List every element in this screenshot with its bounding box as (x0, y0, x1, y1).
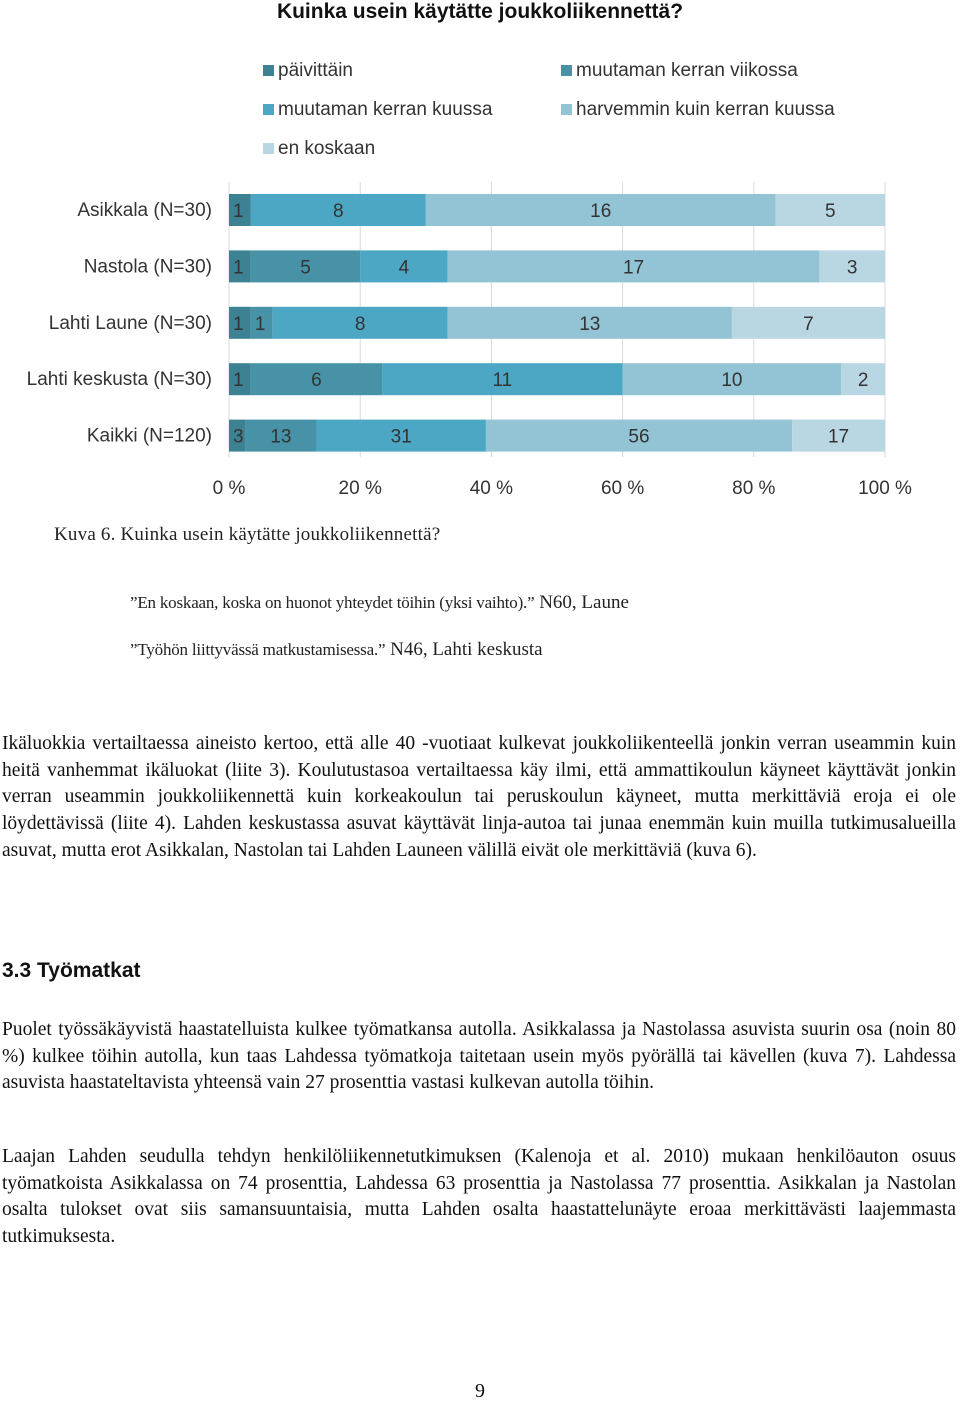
x-tick-label: 100 % (858, 478, 912, 499)
legend-label: päivittäin (278, 60, 353, 81)
quote-1 (130, 592, 629, 614)
legend-label: en koskaan (278, 138, 376, 159)
data-label: 5 (825, 201, 836, 222)
data-label: 6 (311, 370, 322, 392)
data-label: 1 (233, 313, 244, 335)
chart-title: Kuinka usein käytätte joukkoliikennettä? (276, 0, 684, 23)
data-label: 17 (827, 426, 850, 448)
category-label: Asikkala (N=30) (77, 200, 212, 221)
x-tick-label: 40 % (469, 478, 514, 499)
data-label: 1 (233, 257, 244, 279)
data-label: 31 (390, 426, 412, 448)
data-label: 3 (233, 426, 244, 448)
quote-2 (130, 639, 543, 661)
data-label: 1 (254, 313, 266, 335)
x-tick-label: 20 % (338, 478, 382, 499)
data-label: 3 (846, 257, 858, 279)
paragraph-age-comparison: Ikäluokkia vertailtaessa aineisto kertoo, että alle 40 -vuotiaat kulkevat joukkoliikenteellä jonkin verran useammin kuin heitä vanhemmat ikäluokat (liite 3). Koulutustasoa vertailtaessa käy ilmi, että ammattikoulun käyneet käyttävät jonkin verran useammin joukkoliikennettä kuin korkeakoulun tai peruskoulun käyneet, mutta merkittäviä eroja ei ole löydettävissä (liite 4). Lahden keskustassa asuvat käyttävät linja-autoa tai junaa enemmän kuin muilla tutkimusalueilla asuvat, mutta erot Asikkalan, Nastolan tai Lahden Launeen välillä eivät ole merkittäviä (kuva 6). (2, 733, 956, 861)
quote-source: N60, Laune (539, 592, 629, 613)
x-tick-label: 60 % (600, 478, 645, 499)
data-label: 1 (233, 370, 244, 392)
legend-label: muutaman kerran viikossa (576, 60, 798, 81)
quote-text: ”Työhön liittyvässä matkustamisessa.” (130, 640, 386, 659)
data-label: 4 (398, 257, 410, 279)
legend-swatch (561, 104, 572, 115)
legend-item-harvemmin (561, 98, 835, 122)
data-label: 10 (721, 370, 743, 392)
paragraph-commute: Puolet työssäkäyvistä haastatelluista kulkee työmatkansa autolla. Asikkalassa ja Nastolassa asuvista suurin osa (noin 80 %) kulkee töihin autolla, kun taas Lahdessa työmatkoja taitetaan usein myös pyörällä tai kävellen (kuva 7). Lahdessa asuvista haastateltavista yhteensä vain 27 prosenttia vastasi kulkevan autolla töihin. (2, 1019, 956, 1094)
data-label: 1 (233, 201, 244, 222)
data-label: 8 (333, 201, 344, 222)
data-label: 11 (492, 370, 513, 392)
data-label: 56 (628, 426, 650, 448)
legend-label: harvemmin kuin kerran kuussa (576, 99, 835, 120)
section-heading: 3.3 Työmatkat (2, 959, 141, 982)
legend-item-en-koskaan (263, 137, 375, 161)
data-label: 2 (857, 370, 869, 392)
category-label: Kaikki (N=120) (86, 425, 212, 447)
quote-text: ”En koskaan, koska on huonot yhteydet töihin (yksi vaihto).” (130, 593, 535, 612)
category-label: Lahti keskusta (N=30) (26, 369, 212, 391)
data-label: 13 (270, 426, 292, 448)
data-label: 17 (622, 257, 645, 279)
quote-source: N46, Lahti keskusta (390, 639, 543, 660)
legend-swatch (561, 65, 572, 76)
legend-label: muutaman kerran kuussa (278, 99, 493, 120)
page-number: 9 (475, 1380, 485, 1402)
legend-item-viikossa (561, 59, 798, 83)
category-label: Nastola (N=30) (83, 256, 212, 278)
data-label: 7 (803, 313, 814, 335)
x-tick-label: 0 % (212, 478, 246, 499)
legend-item-kuussa (263, 98, 492, 122)
data-label: 13 (579, 313, 601, 335)
category-label: Lahti Laune (N=30) (48, 312, 212, 334)
data-label: 8 (354, 313, 366, 335)
x-tick-label: 80 % (732, 478, 776, 499)
legend-item-paivittain (263, 59, 353, 83)
legend-swatch (263, 143, 274, 154)
paragraph-study-comparison: Laajan Lahden seudulla tehdyn henkilöliikennetutkimuksen (Kalenoja et al. 2010) mukaan henkilöauton osuus työmatkoista Asikkalassa on 74 prosenttia, Lahdessa 63 prosenttia ja Nastolassa 77 prosenttia. Asikkalan ja Nastolan osalta tulokset ovat siis samansuuntaisia, mutta Lahden osalta haastattelunäyte eroaa merkittävästi laajemmasta tutkimuksesta. (2, 1146, 956, 1248)
data-label: 16 (590, 201, 612, 222)
legend-swatch (263, 104, 274, 115)
stacked-bar-chart (0, 170, 960, 510)
legend-swatch (263, 65, 274, 76)
figure-caption: Kuva 6. Kuinka usein käytätte joukkoliikennettä? (54, 524, 441, 545)
data-label: 5 (300, 257, 311, 279)
